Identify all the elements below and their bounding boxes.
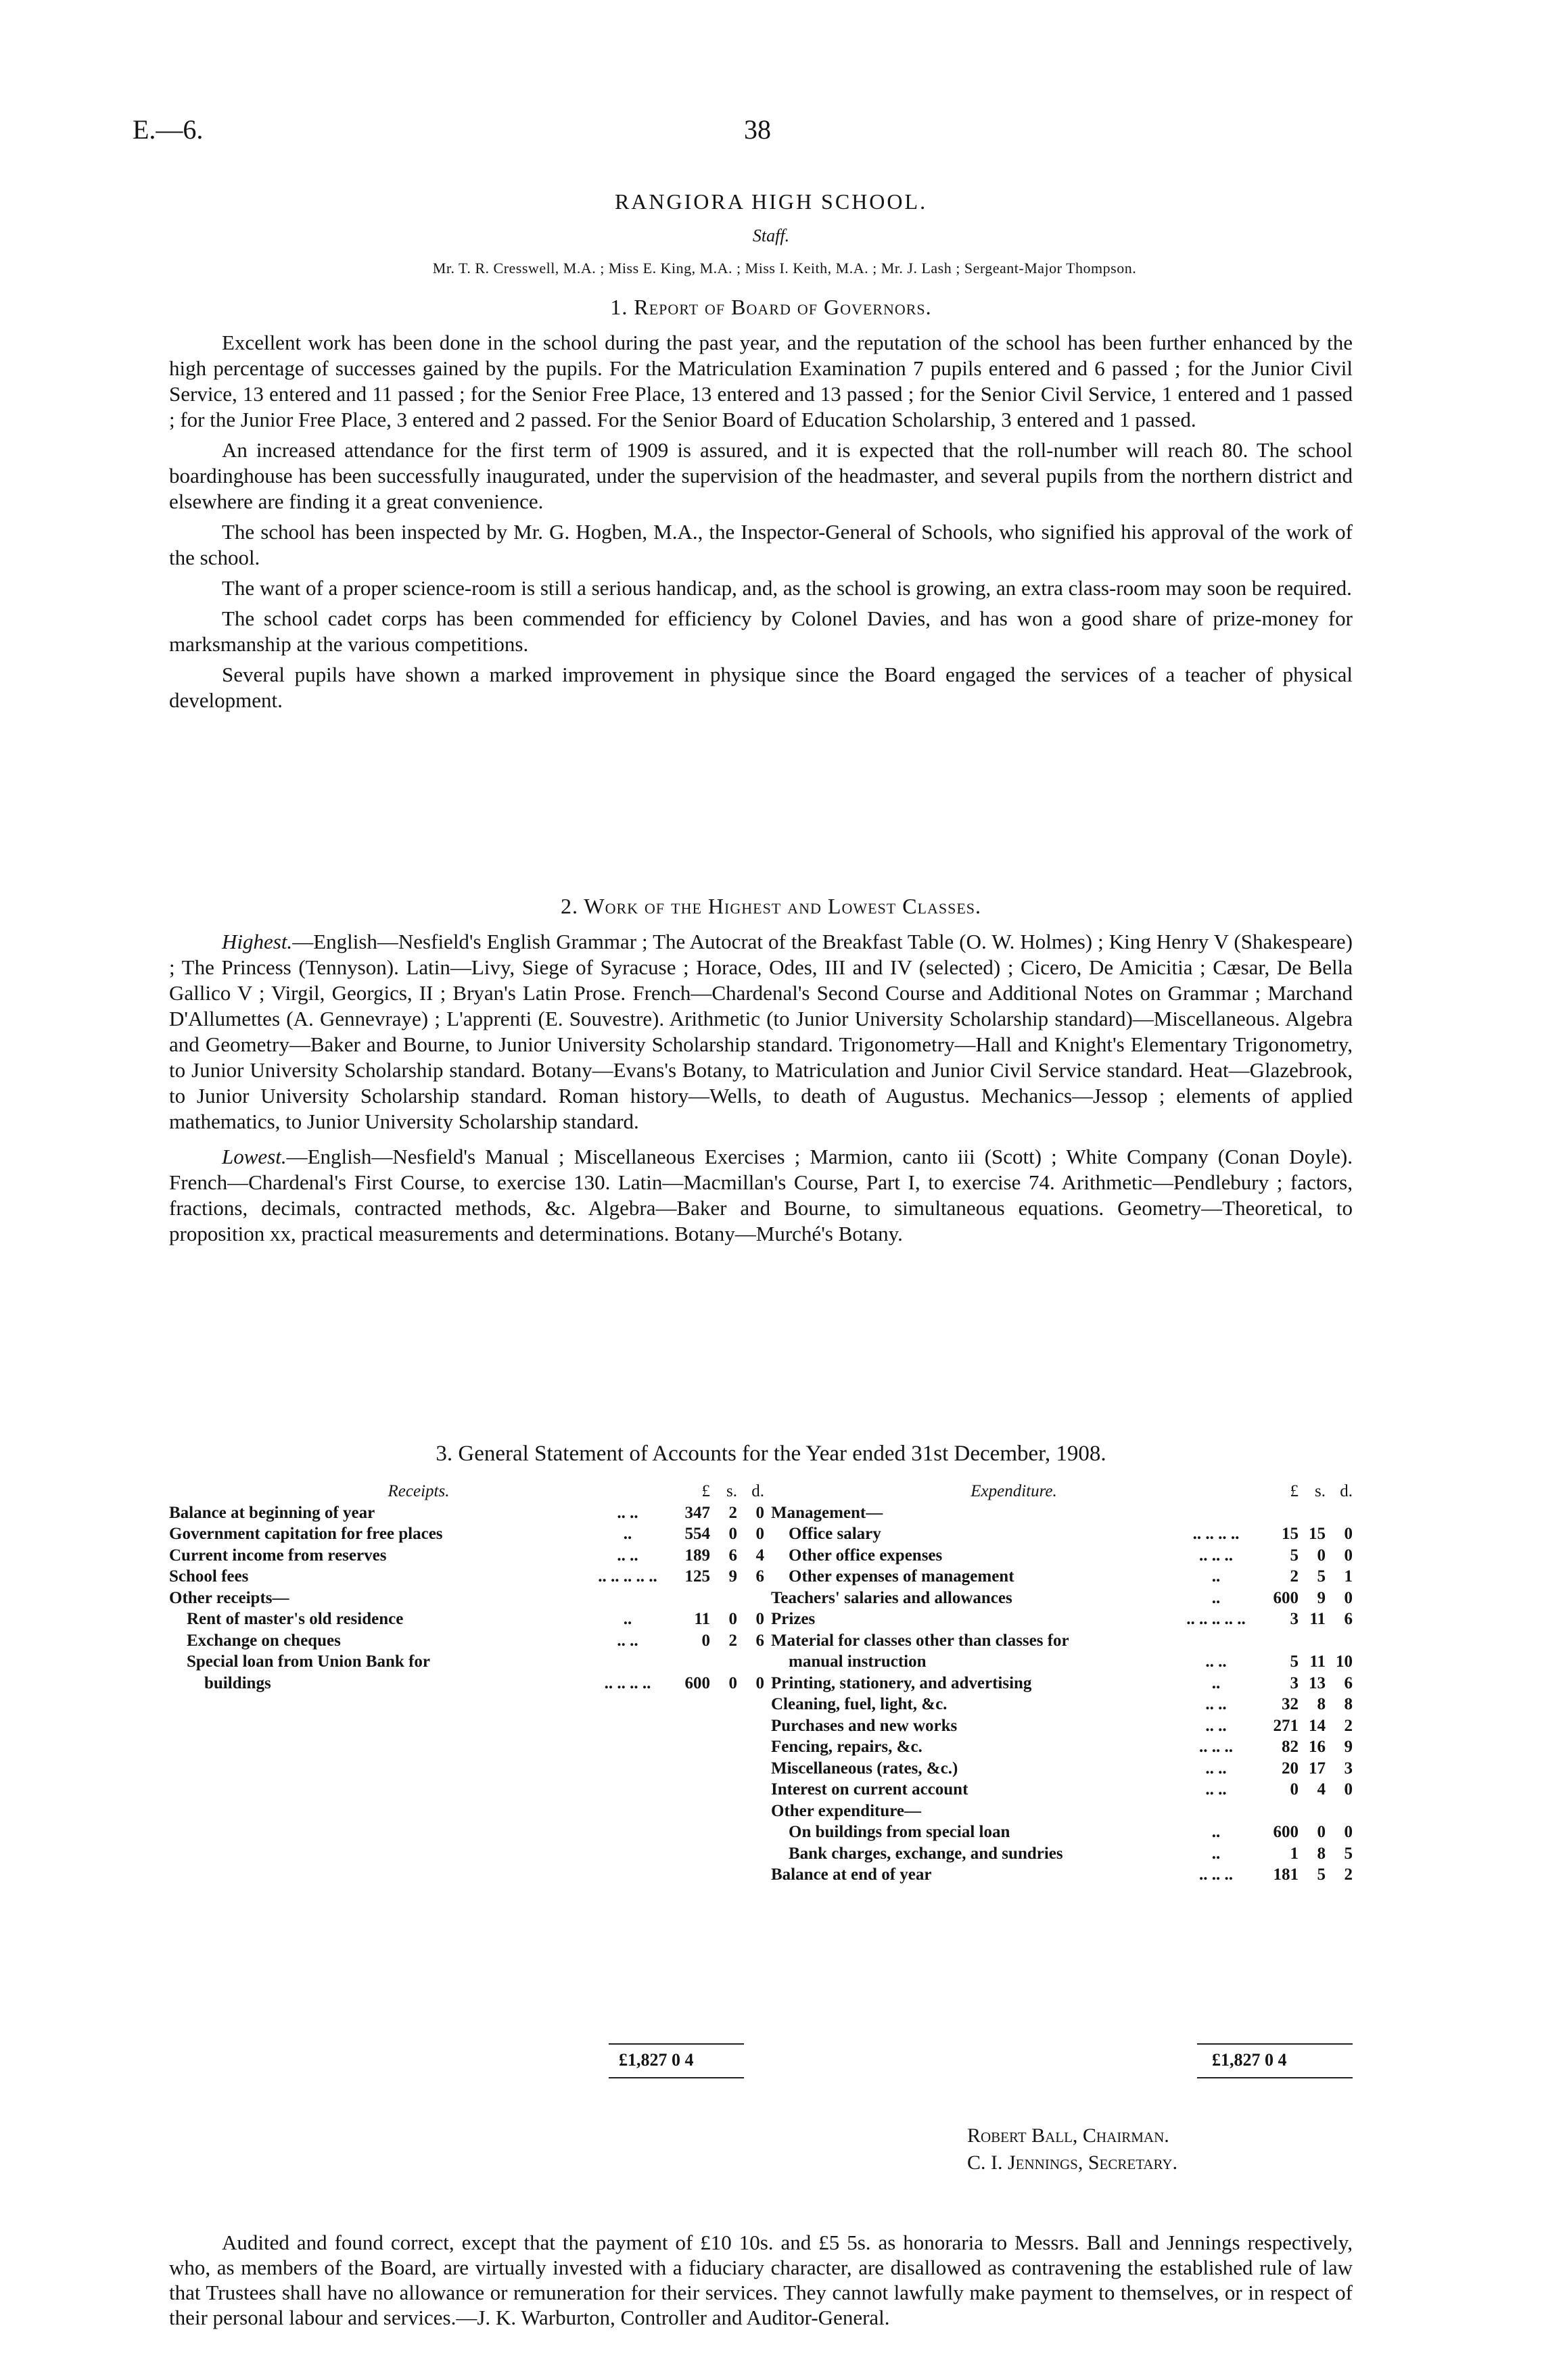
- expenditure-rows: [771, 1502, 1353, 1886]
- row-shillings: 14: [1309, 1716, 1326, 1735]
- row-leader-dots: .. ..: [1205, 1780, 1227, 1799]
- pounds-column-header: £: [1290, 1482, 1299, 1500]
- lowest-paragraph: [169, 1144, 1353, 1247]
- row-shillings: 11: [1309, 1652, 1326, 1671]
- row-shillings: 15: [1309, 1525, 1326, 1543]
- row-pounds: 1: [1290, 1844, 1299, 1863]
- row-leader-dots: .. .. ..: [1199, 1546, 1233, 1565]
- chairman-signature: Robert Ball, Chairman.: [967, 2124, 1169, 2147]
- row-description: Prizes: [771, 1610, 816, 1628]
- shillings-column-header: s.: [726, 1482, 737, 1500]
- row-pounds: 600: [1273, 1823, 1299, 1841]
- row-pounds: 181: [1273, 1865, 1299, 1884]
- row-shillings: 0: [728, 1673, 737, 1692]
- row-description: Rent of master's old residence: [187, 1610, 404, 1628]
- receipts-header: Receipts.: [388, 1482, 450, 1500]
- row-leader-dots: ..: [1211, 1673, 1221, 1692]
- row-shillings: 5: [1317, 1567, 1326, 1586]
- row-pence: 3: [1344, 1759, 1353, 1778]
- ledger-row: [169, 1502, 764, 1524]
- receipts-rows: [169, 1502, 764, 1694]
- row-shillings: 11: [1309, 1610, 1326, 1628]
- receipts-header-row: [169, 1481, 764, 1502]
- ledger-row: [771, 1609, 1353, 1630]
- section1-paragraph: The school cadet corps has been commended for efficiency by Colonel Davies, and has won a good share of prize-money for marksmanship at the various competitions.: [169, 606, 1353, 656]
- row-pounds: 3: [1290, 1610, 1299, 1628]
- row-description: Other receipts—: [169, 1588, 289, 1607]
- shillings-column-header: s.: [1315, 1482, 1326, 1500]
- row-pounds: 82: [1282, 1738, 1299, 1756]
- highest-label: Highest.: [222, 930, 293, 953]
- row-pence: 0: [1344, 1823, 1353, 1841]
- pounds-column-header: £: [701, 1482, 710, 1500]
- ledger-row: [771, 1801, 1353, 1822]
- row-shillings: 2: [728, 1631, 737, 1650]
- row-pounds: 5: [1290, 1652, 1299, 1671]
- row-pence: 0: [1344, 1546, 1353, 1565]
- row-pence: 2: [1344, 1865, 1353, 1884]
- row-description: Printing, stationery, and advertising: [771, 1673, 1032, 1692]
- row-leader-dots: ..: [1211, 1588, 1221, 1607]
- row-pounds: 347: [684, 1503, 710, 1522]
- row-pence: 2: [1344, 1716, 1353, 1735]
- row-description: Office salary: [789, 1525, 881, 1543]
- row-pence: 6: [1344, 1673, 1353, 1692]
- ledger-row: [169, 1673, 764, 1694]
- row-pence: 1: [1344, 1567, 1353, 1586]
- row-shillings: 0: [728, 1610, 737, 1628]
- audit-text: Audited and found correct, except that the payment of £10 10s. and £5 5s. as honoraria to Messrs. Ball and Jennings respectively, who, as members of the Board, are virtually invested with a fiduciary character, are disallowed as contravening the established rule of law that Trustees shall have no allowance or remuneration for their services. They cannot lawfully make payment to themselves, or in respect of their personal labour and services.—J. K. Warburton, Controller and Auditor-General.: [169, 2231, 1353, 2329]
- section1-paragraph: Several pupils have shown a marked improvement in physique since the Board engaged the services of a teacher of physical development.: [169, 663, 1353, 712]
- audit-note: [169, 2230, 1353, 2330]
- section1-heading: 1. Report of Board of Governors.: [610, 295, 932, 319]
- row-pounds: 11: [694, 1610, 710, 1628]
- row-pence: 4: [755, 1546, 764, 1565]
- ledger-row: [169, 1651, 764, 1673]
- row-pence: 0: [1344, 1588, 1353, 1607]
- row-leader-dots: .. .. .. .. ..: [1186, 1610, 1246, 1628]
- ledger-row: [771, 1758, 1353, 1780]
- row-description: Cleaning, fuel, light, &c.: [771, 1695, 948, 1713]
- lowest-label: Lowest.: [222, 1145, 287, 1168]
- report-code: E.—6.: [133, 114, 204, 145]
- row-description: Exchange on cheques: [187, 1631, 341, 1650]
- row-pounds: 15: [1282, 1525, 1299, 1543]
- row-description: Interest on current account: [771, 1780, 968, 1799]
- lowest-text: —English—Nesfield's Manual ; Miscellaneous Exercises ; Marmion, canto iii (Scott) ; White Company (Conan Doyle). French—Chardenal's First Course, to exercise 130. Latin—Macmillan's Course, Part I, to exercise 74. Arithmetic—Pendlebury ; factors, fractions, decimals, contracted methods, &c. Algebra—Baker and Bourne, to simultaneous equations. Geometry—Theoretical, to proposition xx, practical measurements and determinations. Botany—Murché's Botany.: [169, 1145, 1353, 1245]
- ledger-row: [771, 1822, 1353, 1843]
- row-leader-dots: .. ..: [1205, 1695, 1227, 1713]
- row-leader-dots: .. .. .. ..: [604, 1673, 651, 1692]
- section1-paragraph: Excellent work has been done in the school during the past year, and the reputation of the school has been further enhanced by the high percentage of successes gained by the pupils. For the Matriculation Examination 7 pupils entered and 6 passed ; for the Junior Civil Service, 13 entered and 11 passed ; for the Senior Free Place, 13 entered and 13 passed ; for the Senior Civil Service, 1 entered and 1 passed ; for the Junior Free Place, 3 entered and 2 passed. For the Senior Board of Education Scholarship, 3 entered and 1 passed.: [169, 331, 1353, 431]
- pence-column-header: d.: [751, 1482, 764, 1500]
- row-leader-dots: ..: [623, 1610, 632, 1628]
- row-leader-dots: ..: [1211, 1567, 1221, 1586]
- row-pounds: 5: [1290, 1546, 1299, 1565]
- ledger-row: [169, 1523, 764, 1545]
- section1-paragraph: The want of a proper science-room is still a serious handicap, and, as the school is growing, an extra class-room may soon be required.: [222, 576, 1352, 600]
- row-leader-dots: .. ..: [1205, 1652, 1227, 1671]
- section1-paragraph: An increased attendance for the first term of 1909 is assured, and it is expected that the roll-number will reach 80. The school boardinghouse has been successfully inaugurated, under the supervision of the headmaster, and several pupils from the northern district and elsewhere are finding it a great convenience.: [169, 438, 1353, 513]
- ledger-row: [771, 1523, 1353, 1545]
- row-description: Special loan from Union Bank for: [187, 1652, 430, 1671]
- receipts-total-rule-top: [609, 2043, 744, 2045]
- row-shillings: 0: [1317, 1546, 1326, 1565]
- row-pounds: 3: [1290, 1673, 1299, 1692]
- row-shillings: 6: [728, 1546, 737, 1565]
- row-pounds: 600: [684, 1673, 710, 1692]
- row-pence: 0: [755, 1673, 764, 1692]
- row-leader-dots: .. ..: [617, 1631, 638, 1650]
- expenditure-header-row: [771, 1481, 1353, 1502]
- expenditure-total-rule-top: [1197, 2043, 1353, 2045]
- row-pounds: 20: [1282, 1759, 1299, 1778]
- highest-text: —English—Nesfield's English Grammar ; The Autocrat of the Breakfast Table (O. W. Holmes) ; King Henry V (Shakespeare) ; The Princess (Tennyson). Latin—Livy, Siege of Syracuse ; Horace, Odes, III and IV (selected) ; Cicero, De Amicitia ; Cæsar, De Bella Gallico V ; Virgil, Georgics, II ; Bryan's Latin Prose. French—Chardenal's Second Course and Additional Notes on Grammar ; Marchand D'Allumettes (A. Gennevraye) ; L'apprenti (E. Souvestre). Arithmetic (to Junior University Scholarship standard)—Miscellaneous. Algebra and Geometry—Baker and Bourne, to Junior University Scholarship standard. Trigonometry—Hall and Knight's Elementary Trigonometry, to Junior University Scholarship standard. Botany—Evans's Botany, to Matriculation and Junior Civil Service standard. Heat—Glazebrook, to Junior University Scholarship standard. Roman history—Wells, to death of Augustus. Mechanics—Jessop ; elements of applied mathematics, to Junior University Scholarship standard.: [169, 930, 1353, 1133]
- row-leader-dots: .. ..: [617, 1503, 638, 1522]
- staff-list: Mr. T. R. Cresswell, M.A. ; Miss E. King, M.A. ; Miss I. Keith, M.A. ; Mr. J. Lash ; Sergeant-Major Thompson.: [432, 260, 1137, 277]
- row-pence: 0: [755, 1503, 764, 1522]
- row-shillings: 17: [1309, 1759, 1326, 1778]
- row-description: Teachers' salaries and allowances: [771, 1588, 1012, 1607]
- row-leader-dots: ..: [1211, 1844, 1221, 1863]
- row-shillings: 2: [728, 1503, 737, 1522]
- section2-body: [169, 929, 1353, 1247]
- row-description: Balance at beginning of year: [169, 1503, 375, 1522]
- row-leader-dots: .. ..: [1205, 1759, 1227, 1778]
- ledger-row: [169, 1630, 764, 1652]
- ledger-row: [169, 1545, 764, 1567]
- row-pence: 8: [1344, 1695, 1353, 1713]
- section1-paragraph: The school has been inspected by Mr. G. Hogben, M.A., the Inspector-General of Schools, who signified his approval of the work of the school.: [169, 520, 1353, 569]
- row-leader-dots: .. .. .. ..: [1192, 1525, 1240, 1543]
- row-shillings: 9: [1317, 1588, 1326, 1607]
- ledger-row: [771, 1694, 1353, 1715]
- row-description: Bank charges, exchange, and sundries: [789, 1844, 1063, 1863]
- row-shillings: 8: [1317, 1844, 1326, 1863]
- row-leader-dots: ..: [1211, 1823, 1221, 1841]
- row-shillings: 0: [728, 1525, 737, 1543]
- row-description: manual instruction: [789, 1652, 927, 1671]
- row-pounds: 0: [1290, 1780, 1299, 1799]
- row-pence: 6: [755, 1631, 764, 1650]
- row-pence: 6: [755, 1567, 764, 1586]
- row-description: buildings: [204, 1673, 271, 1692]
- expenditure-header: Expenditure.: [971, 1482, 1057, 1500]
- row-description: Material for classes other than classes for: [771, 1631, 1069, 1650]
- expenditure-total: £1,827 0 4: [1212, 2050, 1287, 2070]
- pence-column-header: d.: [1340, 1482, 1353, 1500]
- receipts-total-rule-bottom: [609, 2077, 744, 2078]
- row-leader-dots: .. ..: [617, 1546, 638, 1565]
- row-pence: 0: [1344, 1780, 1353, 1799]
- receipts-total: £1,827 0 4: [619, 2050, 694, 2070]
- row-description: Government capitation for free places: [169, 1525, 443, 1543]
- receipts-table: [169, 1481, 764, 1694]
- ledger-row: [169, 1588, 764, 1609]
- row-description: Other expenditure—: [771, 1801, 921, 1820]
- row-pence: 6: [1344, 1610, 1353, 1628]
- row-shillings: 9: [728, 1567, 737, 1586]
- row-leader-dots: .. .. ..: [1199, 1738, 1233, 1756]
- ledger-row: [169, 1566, 764, 1588]
- ledger-row: [771, 1864, 1353, 1886]
- ledger-row: [771, 1566, 1353, 1588]
- ledger-row: [771, 1651, 1353, 1673]
- row-pence: 0: [1344, 1525, 1353, 1543]
- row-pence: 5: [1344, 1844, 1353, 1863]
- ledger-row: [771, 1779, 1353, 1801]
- expenditure-total-rule-bottom: [1197, 2077, 1353, 2078]
- section2-heading: 2. Work of the Highest and Lowest Classes.: [560, 894, 982, 918]
- row-description: Management—: [771, 1503, 883, 1522]
- row-shillings: 8: [1317, 1695, 1326, 1713]
- row-description: On buildings from special loan: [789, 1823, 1010, 1841]
- ledger-row: [771, 1673, 1353, 1694]
- row-leader-dots: ..: [623, 1525, 632, 1543]
- ledger-row: [771, 1843, 1353, 1865]
- ledger-row: [771, 1630, 1353, 1652]
- row-pence: 10: [1336, 1652, 1353, 1671]
- ledger-row: [771, 1715, 1353, 1737]
- secretary-signature: C. I. Jennings, Secretary.: [967, 2151, 1178, 2174]
- expenditure-table: [771, 1481, 1353, 1886]
- row-shillings: 4: [1317, 1780, 1326, 1799]
- row-pounds: 554: [684, 1525, 710, 1543]
- school-title: RANGIORA HIGH SCHOOL.: [614, 189, 928, 214]
- row-description: Purchases and new works: [771, 1716, 958, 1735]
- row-pounds: 32: [1282, 1695, 1299, 1713]
- ledger-row: [771, 1545, 1353, 1567]
- staff-heading: Staff.: [752, 226, 790, 245]
- row-pounds: 0: [701, 1631, 710, 1650]
- page-number: 38: [744, 114, 771, 145]
- row-pence: 0: [755, 1525, 764, 1543]
- ledger-row: [169, 1609, 764, 1630]
- row-pounds: 2: [1290, 1567, 1299, 1586]
- row-description: Balance at end of year: [771, 1865, 932, 1884]
- row-description: Current income from reserves: [169, 1546, 387, 1565]
- row-leader-dots: .. .. ..: [1199, 1865, 1233, 1884]
- ledger-row: [771, 1736, 1353, 1758]
- ledger-row: [771, 1588, 1353, 1609]
- row-shillings: 13: [1309, 1673, 1326, 1692]
- row-description: Miscellaneous (rates, &c.): [771, 1759, 958, 1778]
- row-pounds: 189: [684, 1546, 710, 1565]
- ledger-row: [771, 1502, 1353, 1524]
- row-pounds: 271: [1273, 1716, 1299, 1735]
- row-description: Other office expenses: [789, 1546, 943, 1565]
- row-description: Fencing, repairs, &c.: [771, 1738, 922, 1756]
- accounts-title: 3. General Statement of Accounts for the Year ended 31st December, 1908.: [436, 1442, 1106, 1466]
- row-pence: 0: [755, 1610, 764, 1628]
- row-pounds: 125: [684, 1567, 710, 1586]
- row-leader-dots: .. .. .. .. ..: [598, 1567, 657, 1586]
- row-shillings: 0: [1317, 1823, 1326, 1841]
- row-description: School fees: [169, 1567, 249, 1586]
- row-leader-dots: .. ..: [1205, 1716, 1227, 1735]
- row-shillings: 16: [1309, 1738, 1326, 1756]
- section1-body: [169, 330, 1353, 713]
- row-description: Other expenses of management: [789, 1567, 1014, 1586]
- row-pence: 9: [1344, 1738, 1353, 1756]
- row-shillings: 5: [1317, 1865, 1326, 1884]
- highest-paragraph: [169, 929, 1353, 1135]
- row-pounds: 600: [1273, 1588, 1299, 1607]
